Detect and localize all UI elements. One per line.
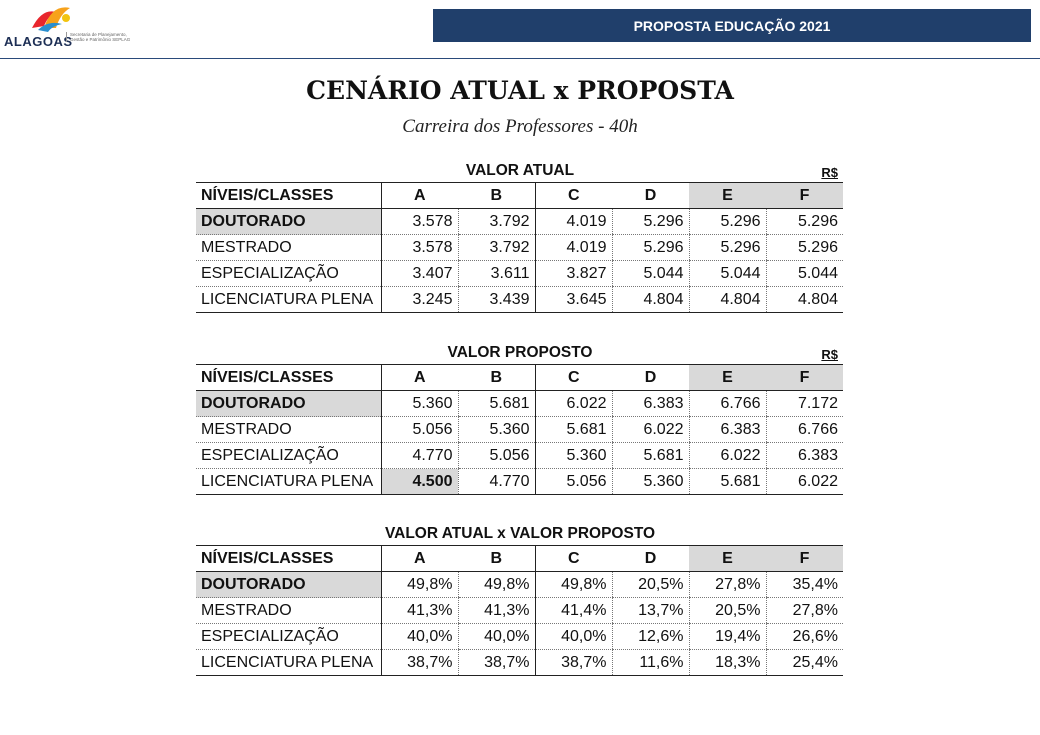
table-row xyxy=(196,391,843,417)
header-class-b: B xyxy=(458,365,535,391)
table-cell: 5.360 xyxy=(458,417,535,443)
alagoas-logo xyxy=(4,2,144,52)
table-cell: 5.360 xyxy=(381,391,458,417)
table-cell: 5.056 xyxy=(458,443,535,469)
table-cell: 27,8% xyxy=(766,598,843,624)
row-level-label: LICENCIATURA PLENA xyxy=(196,469,381,495)
table-cell: 6.022 xyxy=(535,391,612,417)
table-cell: 5.296 xyxy=(766,235,843,261)
table-cell: 4.804 xyxy=(612,287,689,313)
table-cell: 18,3% xyxy=(689,650,766,676)
table-cell: 49,8% xyxy=(458,572,535,598)
header-class-f: F xyxy=(766,365,843,391)
table-cell: 3.792 xyxy=(458,235,535,261)
table-cell: 6.383 xyxy=(689,417,766,443)
row-level-label: ESPECIALIZAÇÃO xyxy=(196,624,381,650)
table-cell: 3.645 xyxy=(535,287,612,313)
table-cell: 3.578 xyxy=(381,209,458,235)
table-title-text: VALOR PROPOSTO xyxy=(447,344,593,361)
header-divider xyxy=(0,58,1040,59)
page-title: CENÁRIO ATUAL x PROPOSTA xyxy=(306,76,734,105)
table-header-row xyxy=(196,365,843,391)
table-block-comparativo xyxy=(196,523,844,676)
table-title-text: VALOR ATUAL xyxy=(465,162,575,179)
table-cell: 6.022 xyxy=(766,469,843,495)
table-row xyxy=(196,443,843,469)
row-level-label: MESTRADO xyxy=(196,235,381,261)
table-title-text: VALOR ATUAL x VALOR PROPOSTO xyxy=(384,525,656,542)
header-niveis-classes: NÍVEIS/CLASSES xyxy=(196,183,381,209)
table-cell: 40,0% xyxy=(381,624,458,650)
table-cell: 20,5% xyxy=(689,598,766,624)
header-niveis-classes: NÍVEIS/CLASSES xyxy=(196,365,381,391)
table-cell: 5.296 xyxy=(612,209,689,235)
table-cell: 3.245 xyxy=(381,287,458,313)
table-header-row xyxy=(196,183,843,209)
table-cell: 38,7% xyxy=(458,650,535,676)
header-class-e: E xyxy=(689,183,766,209)
table-header-row xyxy=(196,546,843,572)
row-level-label: DOUTORADO xyxy=(196,209,381,235)
table-cell: 5.681 xyxy=(689,469,766,495)
table-cell: 3.611 xyxy=(458,261,535,287)
table-cell: 5.360 xyxy=(612,469,689,495)
header-class-a: A xyxy=(381,546,458,572)
table-cell: 41,4% xyxy=(535,598,612,624)
table-cell: 6.022 xyxy=(612,417,689,443)
table-cell: 3.439 xyxy=(458,287,535,313)
table-cell: 5.296 xyxy=(766,209,843,235)
table-cell: 5.681 xyxy=(535,417,612,443)
table-cell: 4.019 xyxy=(535,209,612,235)
header-class-c: C xyxy=(535,365,612,391)
table-row xyxy=(196,469,843,495)
table-cell: 13,7% xyxy=(612,598,689,624)
table-cell: 41,3% xyxy=(458,598,535,624)
table-cell: 40,0% xyxy=(535,624,612,650)
table-cell: 7.172 xyxy=(766,391,843,417)
table-row xyxy=(196,209,843,235)
table-row xyxy=(196,598,843,624)
row-level-label: DOUTORADO xyxy=(196,391,381,417)
table-row xyxy=(196,287,843,313)
table-cell: 20,5% xyxy=(612,572,689,598)
table-cell: 41,3% xyxy=(381,598,458,624)
table-cell: 6.383 xyxy=(612,391,689,417)
row-level-label: ESPECIALIZAÇÃO xyxy=(196,443,381,469)
table-cell: 5.360 xyxy=(535,443,612,469)
table-row xyxy=(196,261,843,287)
table-cell: 5.296 xyxy=(612,235,689,261)
header-class-c: C xyxy=(535,183,612,209)
table-cell: 4.804 xyxy=(689,287,766,313)
table-cell: 5.681 xyxy=(458,391,535,417)
header-class-f: F xyxy=(766,546,843,572)
table-cell: 6.766 xyxy=(766,417,843,443)
row-level-label: MESTRADO xyxy=(196,417,381,443)
header-class-f: F xyxy=(766,183,843,209)
row-level-label: MESTRADO xyxy=(196,598,381,624)
table-row xyxy=(196,235,843,261)
comparison-table xyxy=(196,545,843,676)
salary-table-atual xyxy=(196,182,843,313)
table-cell: 3.578 xyxy=(381,235,458,261)
salary-table-proposto xyxy=(196,364,843,495)
page-subtitle: Carreira dos Professores - 40h xyxy=(402,116,638,137)
header-class-c: C xyxy=(535,546,612,572)
table-block-valor-proposto xyxy=(196,342,844,495)
table-row xyxy=(196,650,843,676)
table-cell: 4.804 xyxy=(766,287,843,313)
table-cell: 5.044 xyxy=(612,261,689,287)
table-cell: 26,6% xyxy=(766,624,843,650)
table-cell: 6.383 xyxy=(766,443,843,469)
table-cell: 4.770 xyxy=(381,443,458,469)
table-row xyxy=(196,624,843,650)
table-cell: 3.407 xyxy=(381,261,458,287)
logo-wordmark: ALAGOAS xyxy=(4,34,73,49)
header-class-a: A xyxy=(381,183,458,209)
table-block-valor-atual xyxy=(196,160,844,313)
header-banner: PROPOSTA EDUCAÇÃO 2021 xyxy=(433,9,1031,42)
header-class-e: E xyxy=(689,365,766,391)
table-cell: 5.681 xyxy=(612,443,689,469)
header-class-a: A xyxy=(381,365,458,391)
logo-subtitle: Secretaria de Planejamento, Gestão e Patrimônio SEPLAG xyxy=(66,32,140,42)
header-class-b: B xyxy=(458,183,535,209)
table-row xyxy=(196,572,843,598)
currency-label: R$ xyxy=(821,165,838,180)
table-cell: 5.296 xyxy=(689,209,766,235)
table-cell: 25,4% xyxy=(766,650,843,676)
table-cell: 12,6% xyxy=(612,624,689,650)
table-cell: 3.792 xyxy=(458,209,535,235)
currency-label: R$ xyxy=(821,347,838,362)
header-class-b: B xyxy=(458,546,535,572)
row-level-label: ESPECIALIZAÇÃO xyxy=(196,261,381,287)
table-cell: 5.044 xyxy=(766,261,843,287)
table-cell: 5.044 xyxy=(689,261,766,287)
row-level-label: LICENCIATURA PLENA xyxy=(196,650,381,676)
row-level-label: LICENCIATURA PLENA xyxy=(196,287,381,313)
header-class-d: D xyxy=(612,365,689,391)
table-cell: 4.770 xyxy=(458,469,535,495)
table-cell: 19,4% xyxy=(689,624,766,650)
table-cell: 38,7% xyxy=(381,650,458,676)
table-cell: 4.500 xyxy=(381,469,458,495)
table-cell: 27,8% xyxy=(689,572,766,598)
table-cell: 38,7% xyxy=(535,650,612,676)
table-cell: 3.827 xyxy=(535,261,612,287)
table-title xyxy=(196,523,844,545)
header-class-d: D xyxy=(612,546,689,572)
table-cell: 5.296 xyxy=(689,235,766,261)
header-niveis-classes: NÍVEIS/CLASSES xyxy=(196,546,381,572)
header-class-d: D xyxy=(612,183,689,209)
table-cell: 49,8% xyxy=(381,572,458,598)
table-cell: 6.022 xyxy=(689,443,766,469)
table-cell: 4.019 xyxy=(535,235,612,261)
table-title xyxy=(196,342,844,364)
table-cell: 5.056 xyxy=(381,417,458,443)
table-cell: 5.056 xyxy=(535,469,612,495)
alagoas-logo-icon xyxy=(22,2,82,36)
table-row xyxy=(196,417,843,443)
table-cell: 40,0% xyxy=(458,624,535,650)
row-level-label: DOUTORADO xyxy=(196,572,381,598)
table-cell: 11,6% xyxy=(612,650,689,676)
table-cell: 6.766 xyxy=(689,391,766,417)
table-title xyxy=(196,160,844,182)
table-cell: 49,8% xyxy=(535,572,612,598)
header-class-e: E xyxy=(689,546,766,572)
table-cell: 35,4% xyxy=(766,572,843,598)
